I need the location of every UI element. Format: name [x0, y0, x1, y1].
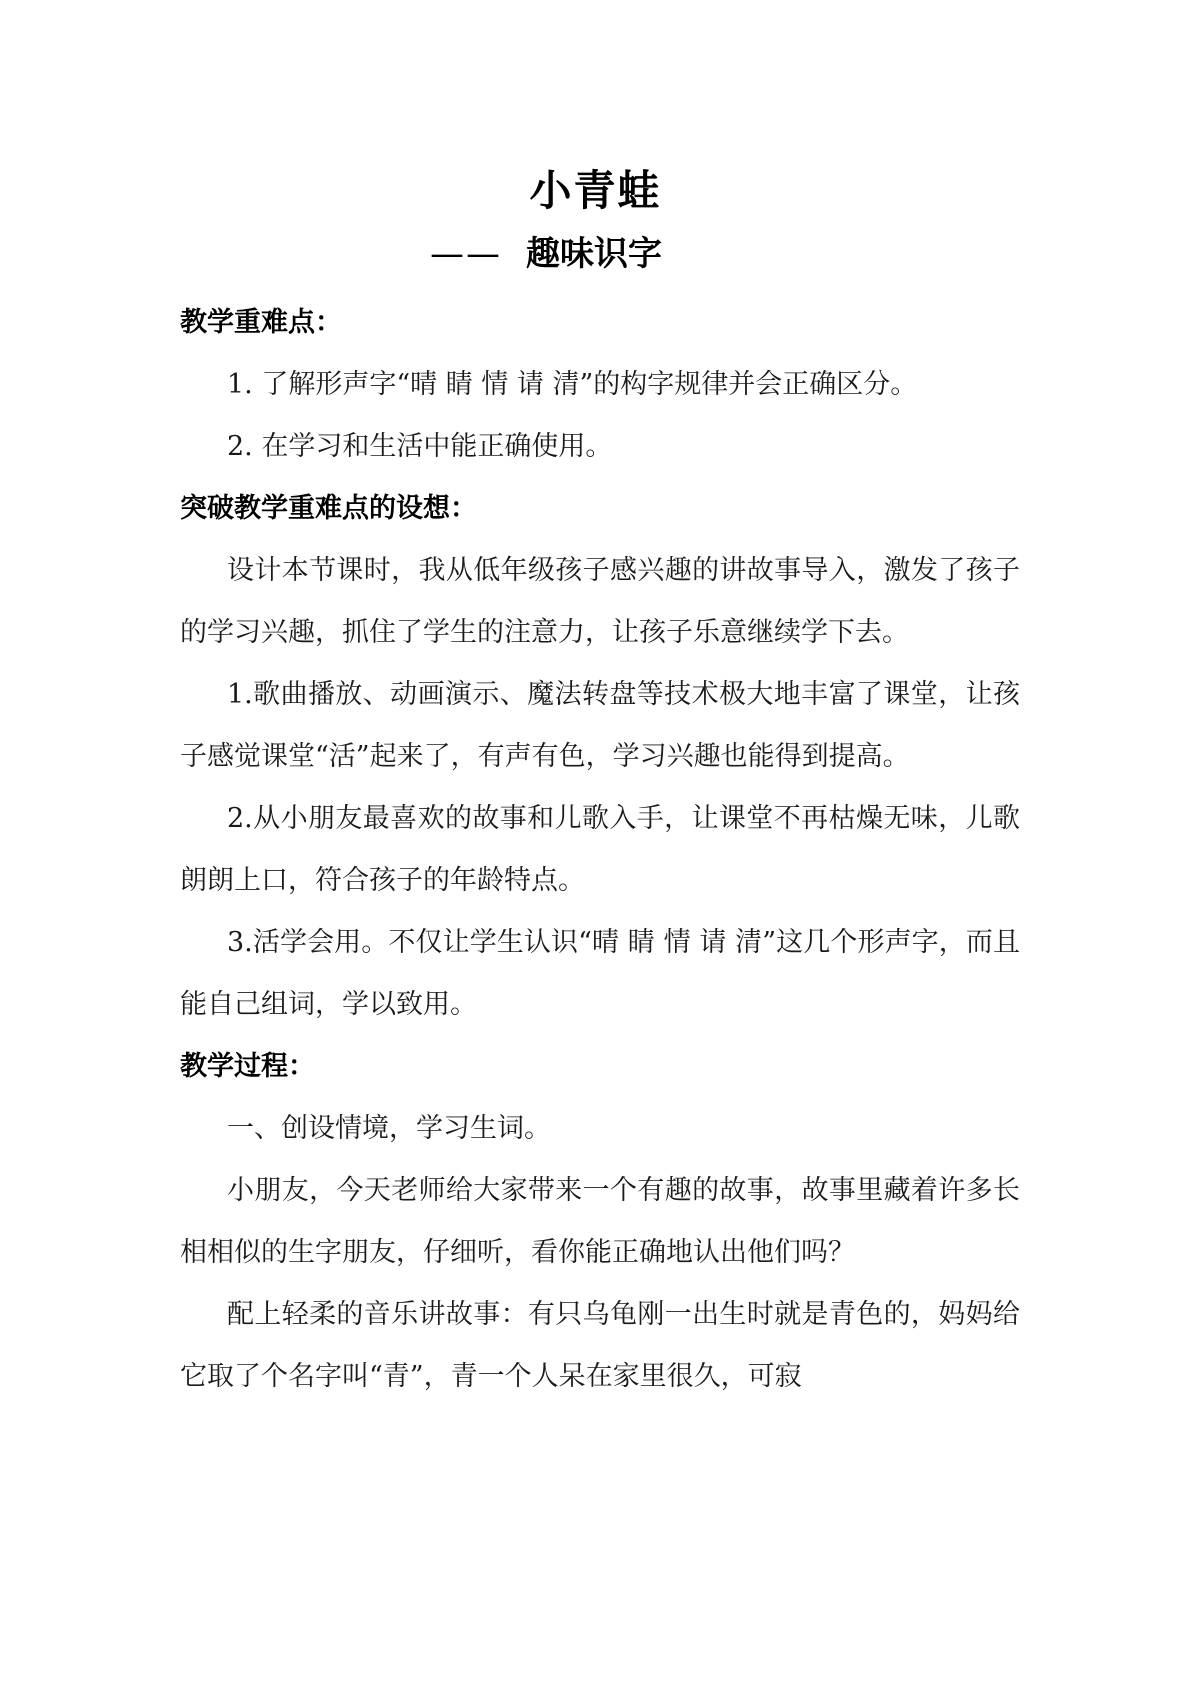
paragraph: 一、创设情境，学习生词。 [227, 1113, 551, 1144]
document-subtitle [430, 232, 662, 276]
paragraph: 1. 了解形声字“晴 睛 情 请 清”的构字规律并会正确区分。 [227, 369, 918, 400]
paragraph: 2.从小朋友最喜欢的故事和儿歌入手，让课堂不再枯燥无味，儿歌朗朗上口，符合孩子的年龄特点。 [180, 803, 1020, 896]
section-heading-approach: 突破教学重难点的设想： [180, 493, 477, 524]
paragraph: 3.活学会用。不仅让学生认识“晴 睛 情 请 清”这几个形声字，而且能自己组词，学以致用。 [180, 927, 1020, 1020]
paragraph: 设计本节课时，我从低年级孩子感兴趣的讲故事导入，激发了孩子的学习兴趣，抓住了学生的注意力，让孩子乐意继续学下去。 [180, 555, 1020, 648]
paragraph: 配上轻柔的音乐讲故事：有只乌龟刚一出生时就是青色的，妈妈给它取了个名字叫“青”，青一个人呆在家里很久，可寂 [180, 1299, 1020, 1392]
subtitle-text: 趣味识字 [526, 234, 662, 274]
paragraph: 2. 在学习和生活中能正确使用。 [227, 431, 613, 462]
section-heading-key-points: 教学重难点： [180, 307, 342, 338]
paragraph: 1.歌曲播放、动画演示、魔法转盘等技术极大地丰富了课堂，让孩子感觉课堂“活”起来了，有声有色，学习兴趣也能得到提高。 [180, 679, 1020, 772]
subtitle-dash: —— [430, 234, 502, 274]
section-heading-process: 教学过程： [180, 1051, 315, 1082]
document-title: 小青蛙 [529, 166, 662, 215]
paragraph: 小朋友，今天老师给大家带来一个有趣的故事，故事里藏着许多长相相似的生字朋友，仔细听，看你能正确地认出他们吗？ [180, 1175, 1020, 1268]
document-body [180, 292, 1020, 1408]
